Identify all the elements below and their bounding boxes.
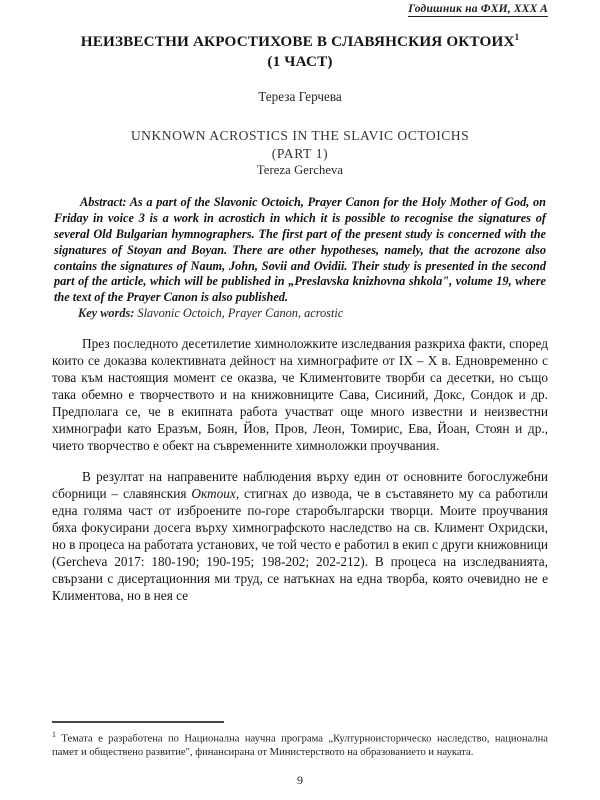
abstract-label: Abstract:	[80, 195, 127, 210]
page-title-english-line2: (PART 1)	[271, 145, 329, 161]
running-head	[52, 0, 548, 15]
footnote-separator-rule	[52, 721, 224, 722]
abstract-paragraph	[52, 195, 548, 306]
running-head-text: Годишник на ФХИ, XXX A	[408, 3, 548, 15]
page-title-english	[52, 127, 548, 162]
body-paragraph-2-part-b: , стигнах до извода, че в съставянето му са работили една голяма част от изброените по-горе старобългарски творци. Моите проучвания бяха фокусирани досега върху химнографското наследство на св. Климент Охридски, но в процеса на работата установих, че той често е работил в екип с други книжовници (Gercheva 2017: 180-190; 190-195; 198-202; 202-212). В процеса на изследванията, свързани с дисертационния ми труд, се натъкнах на една творба, която очевидно не е Климентова, но в нея се	[52, 485, 548, 604]
book-title-oktoih: Октоих	[191, 485, 236, 501]
keywords-text: Slavonic Octoich, Prayer Canon, acrostic	[134, 305, 344, 320]
footnote-section	[52, 721, 548, 760]
page-title-bulgarian-line2: (1 ЧАСТ)	[267, 52, 333, 70]
keywords-label: Key words:	[78, 305, 135, 320]
author-bulgarian: Тереза Герчева	[258, 88, 342, 104]
page-title-english-line1: UNKNOWN ACROSTICS IN THE SLAVIC OCTOICHS	[130, 127, 470, 143]
body-paragraph-2-part-a: В резултат на направените наблюдения върху един от основните богослужебни сборници – славянския	[52, 468, 548, 501]
body-paragraph-2	[52, 468, 548, 605]
footnote-text-block	[52, 730, 548, 760]
page-number: 9	[297, 773, 303, 787]
abstract-text: As a part of the Slavonic Octoich, Prayer Canon for the Holy Mother of God, on Friday in voice 3 is a work in acrostich in which it is possible to recognise the signatures of several Old Bulgarian hymnographers. The first part of the present study is concerned with the signatures of Stoyan and Boyan. There are other hypotheses, namely, that the acrozone also contains the signatures of Naum, John, Sovii and Ovidii. Their study is presented in the second part of the article, which will be published in „Preslavska knizhovna shkola", volume 19, where the text of the Prayer Canon is also published.	[54, 195, 546, 305]
footnote-text: Темата е разработена по Национална научна програма „Културноисторическо наследство, национална памет и обществено развитие", финансирана от Министерството на образованието и науката.	[52, 733, 548, 759]
page-title-bulgarian	[52, 32, 548, 71]
author-english: Tereza Gercheva	[256, 163, 344, 178]
page-title-bulgarian-line1: НЕИЗВЕСТНИ АКРОСТИХОВЕ В СЛАВЯНСКИЯ ОКТОИХ	[80, 33, 515, 51]
body-paragraph-1: През последното десетилетие химноложките изследвания разкриха факти, според които се доказва колективната дейност на химнографите от IX – X в. Едновременно с това към настоящия момент се оказва, че Климентовите творби са десетки, но също така обемно е творчеството и на книжовниците Сава, Сисиний, Докс, Сондок и др. Предполага се, че в екипната работа участват още много известни и неизвестни химнографи като Еразъм, Боян, Йов, Пров, Леон, Томирис, Ева, Йоан, Стоян и др., чието творчество е обект на съвременните химноложки проучвания.	[52, 335, 548, 454]
keywords-paragraph	[52, 306, 548, 322]
title-footnote-marker: 1	[514, 32, 520, 42]
footnote-marker: 1	[52, 729, 56, 739]
